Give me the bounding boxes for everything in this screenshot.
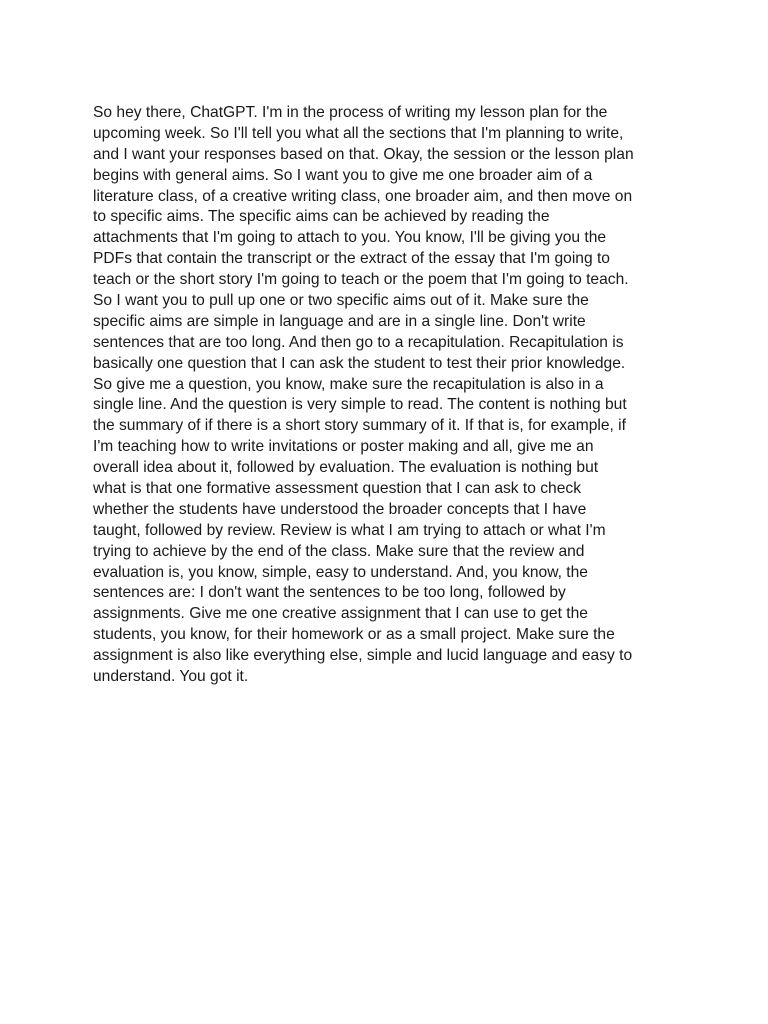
text-line: teach or the short story I'm going to teach or the poem that I'm going to teach. bbox=[93, 271, 629, 289]
text-line: literature class, of a creative writing class, one broader aim, and then move on bbox=[93, 187, 633, 205]
text-line: assignment is also like everything else, simple and lucid language and easy to bbox=[93, 647, 633, 665]
text-line: sentences are: I don't want the sentences to be too long, followed by bbox=[93, 584, 566, 602]
text-line: So give me a question, you know, make sure the recapitulation is also in a bbox=[93, 375, 604, 393]
text-line: trying to achieve by the end of the class. Make sure that the review and bbox=[93, 542, 585, 560]
text-line: attachments that I'm going to attach to you. You know, I'll be giving you the bbox=[93, 229, 607, 247]
text-line: whether the students have understood the broader concepts that I have bbox=[93, 500, 587, 518]
text-line: I'm teaching how to write invitations or poster making and all, give me an bbox=[93, 438, 594, 456]
text-line: specific aims are simple in language and are in a single line. Don't write bbox=[93, 312, 586, 330]
text-line: PDFs that contain the transcript or the extract of the essay that I'm going to bbox=[93, 250, 610, 268]
text-line: So I want you to pull up one or two specific aims out of it. Make sure the bbox=[93, 292, 589, 310]
text-line: sentences that are too long. And then go to a recapitulation. Recapitulation is bbox=[93, 333, 624, 351]
text-line: to specific aims. The specific aims can be achieved by reading the bbox=[93, 208, 550, 226]
text-line: taught, followed by review. Review is what I am trying to attach or what I'm bbox=[93, 521, 606, 539]
text-line: students, you know, for their homework or as a small project. Make sure the bbox=[93, 626, 615, 644]
body-text bbox=[93, 103, 683, 688]
text-line: upcoming week. So I'll tell you what all the sections that I'm planning to write, bbox=[93, 124, 624, 142]
text-line: So hey there, ChatGPT. I'm in the process of writing my lesson plan for the bbox=[93, 104, 608, 121]
text-line: what is that one formative assessment question that I can ask to check bbox=[93, 480, 581, 498]
text-line: evaluation is, you know, simple, easy to understand. And, you know, the bbox=[93, 563, 588, 581]
text-line: basically one question that I can ask the student to test their prior knowledge. bbox=[93, 354, 626, 372]
text-line: assignments. Give me one creative assignment that I can use to get the bbox=[93, 605, 588, 623]
text-line: and I want your responses based on that. Okay, the session or the lesson plan bbox=[93, 145, 634, 163]
text-line: the summary of if there is a short story summary of it. If that is, for example, if bbox=[93, 417, 626, 435]
text-line: understand. You got it. bbox=[93, 668, 249, 686]
text-line: overall idea about it, followed by evaluation. The evaluation is nothing but bbox=[93, 459, 599, 477]
text-line: begins with general aims. So I want you to give me one broader aim of a bbox=[93, 166, 593, 184]
text-line: single line. And the question is very simple to read. The content is nothing but bbox=[93, 396, 627, 414]
